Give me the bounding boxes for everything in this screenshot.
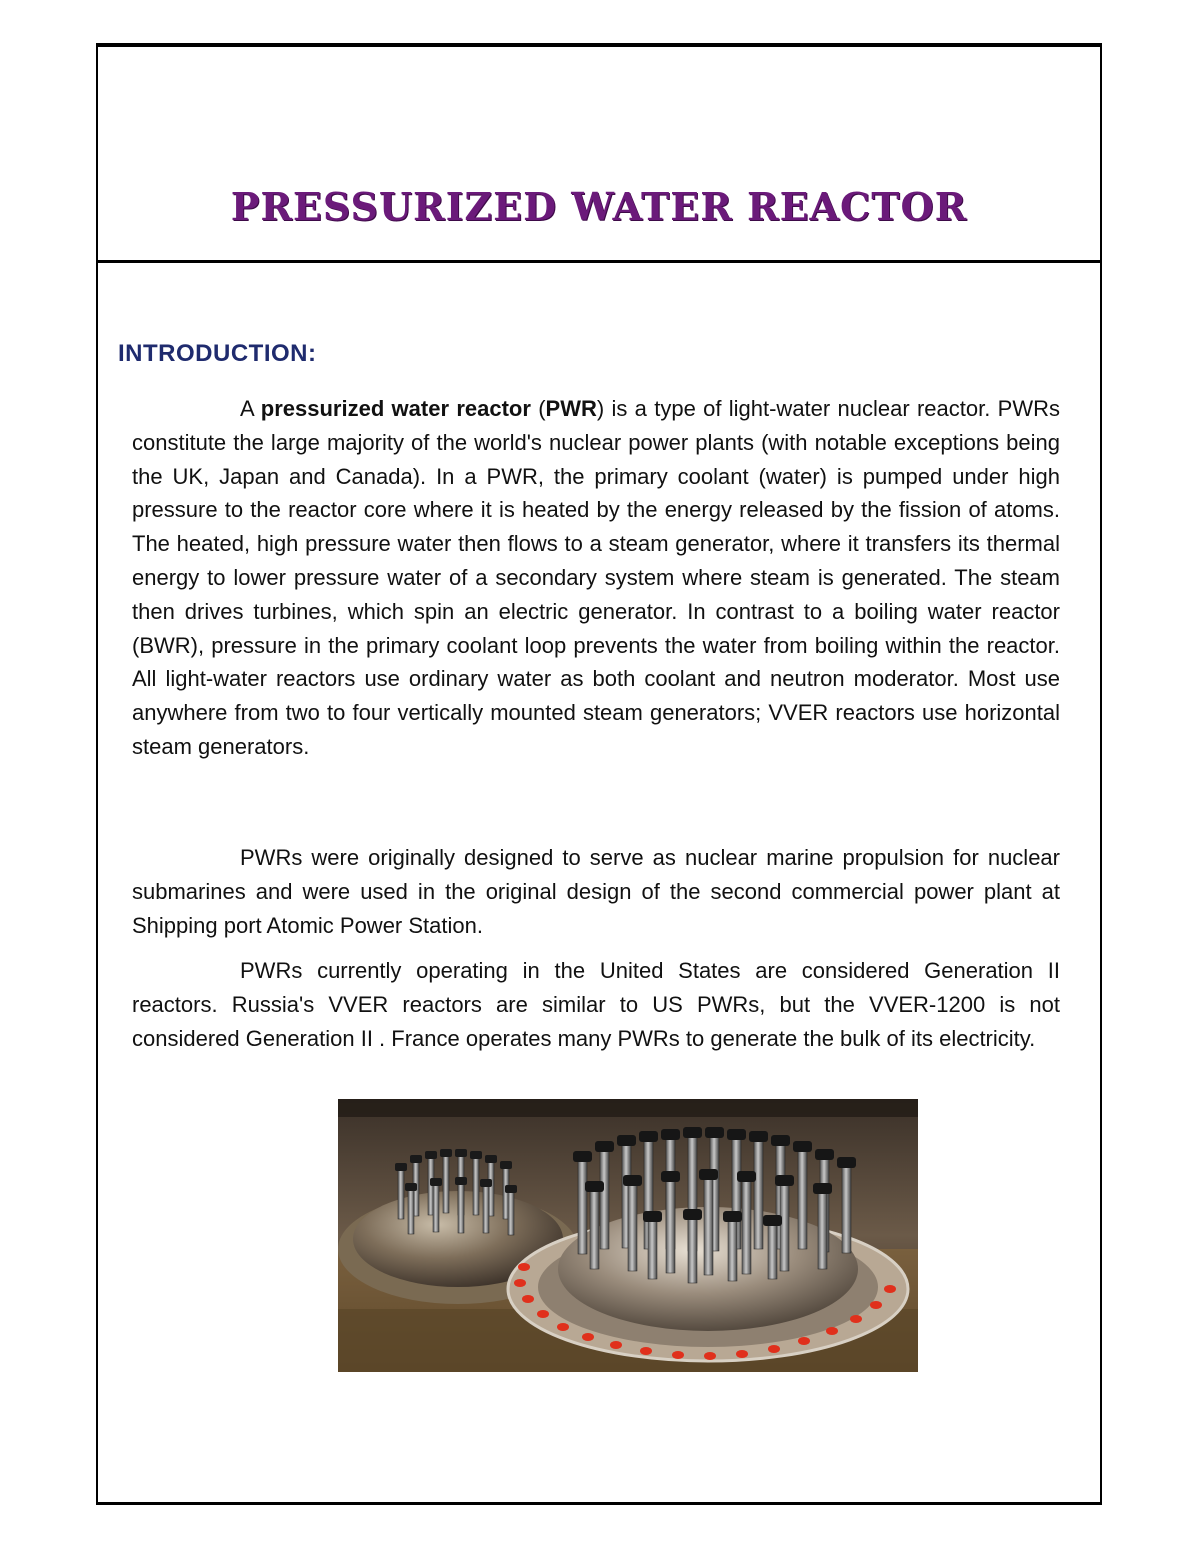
paragraph-intro-rest: ) is a type of light-water nuclear reactor. PWRs constitute the large majority of the world's nuclear power plants (with notable exceptions being the UK, Japan and Canada). In a PWR, the primary coolant (water) is pumped under high pressure to the reactor core where it is heated by the energy released by the fission of atoms. The heated, high pressure water then flows to a steam generator, where it transfers its thermal energy to lower pressure water of a secondary system where steam is generated. The steam then drives turbines, which spin an electric generator. In contrast to a boiling water reactor (BWR), pressure in the primary coolant loop prevents the water from boiling within the reactor. All light-water reactors use ordinary water as both coolant and neutron moderator. Most use anywhere from two to four vertically mounted steam generators; VVER reactors use horizontal steam generators. bbox=[132, 396, 1060, 759]
paragraph-generation-text: PWRs currently operating in the United States are considered Generation II reactors. Russia's VVER reactors are similar to US PWRs, but the VVER-1200 is not considered Generation II . France operates many PWRs to generate the bulk of its electricity. bbox=[132, 958, 1060, 1051]
paragraph-history-text: PWRs were originally designed to serve as nuclear marine propulsion for nuclear submarines and were used in the original design of the second commercial power plant at Shipping port Atomic Power Station. bbox=[132, 845, 1060, 938]
title-rule bbox=[96, 260, 1102, 263]
top-rule bbox=[96, 44, 1102, 47]
paragraph-history bbox=[132, 841, 1060, 942]
reactor-vessel-heads-photo bbox=[338, 1099, 918, 1372]
section-heading: INTRODUCTION: bbox=[118, 340, 317, 367]
paragraph-intro-abbr: PWR bbox=[545, 396, 597, 421]
paragraph-intro-paren: ( bbox=[530, 396, 546, 421]
paragraph-generation bbox=[132, 954, 1060, 1055]
reactor-photo-illustration bbox=[338, 1099, 918, 1372]
bottom-rule bbox=[96, 1502, 1102, 1505]
paragraph-intro-term: pressurized water reactor bbox=[260, 396, 531, 421]
page-title: PRESSURIZED WATER REACTOR bbox=[230, 184, 968, 229]
paragraph-intro-article: A bbox=[240, 396, 261, 421]
paragraph-intro bbox=[132, 392, 1060, 764]
